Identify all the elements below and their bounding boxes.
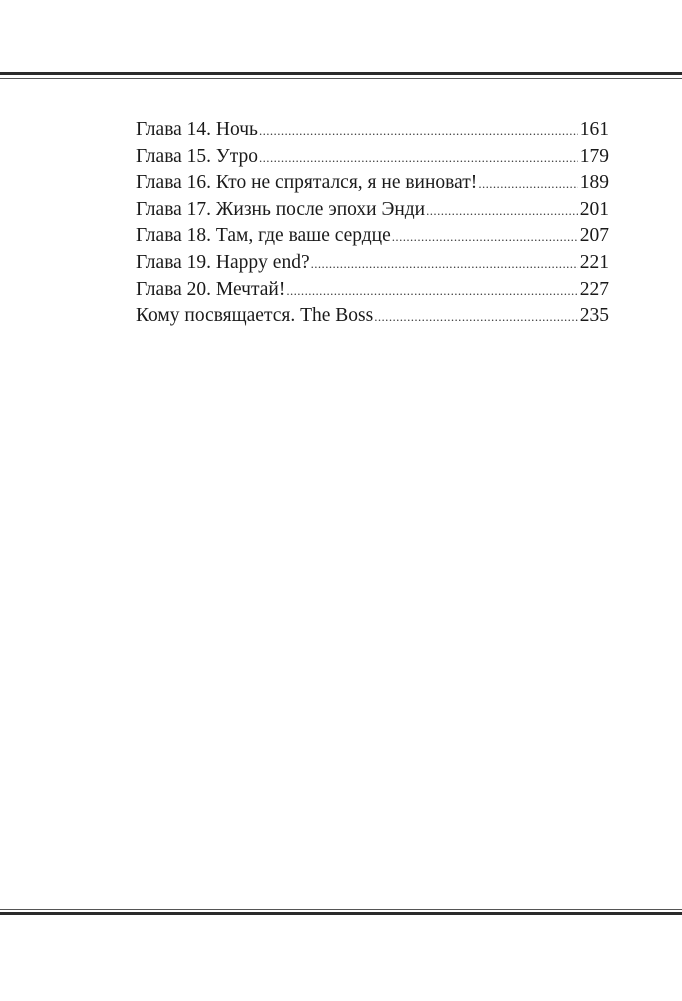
toc-dot-leader — [374, 304, 578, 331]
toc-dot-leader — [426, 198, 578, 225]
toc-entry-title: Глава 20. Мечтай! — [136, 278, 286, 300]
toc-entry-title: Глава 19. Happy end? — [136, 251, 310, 273]
toc-entry-page: 235 — [579, 305, 609, 327]
toc-entry[interactable] — [136, 223, 609, 250]
toc-entry-page: 179 — [579, 145, 609, 167]
bottom-rule-thick — [0, 912, 682, 915]
toc-entry-page: 189 — [579, 172, 609, 194]
toc-entry-title: Кому посвящается. The Boss — [136, 305, 374, 327]
toc-dot-leader — [259, 145, 578, 172]
toc-entry[interactable] — [136, 144, 609, 171]
toc-entry[interactable] — [136, 277, 609, 304]
toc-entry-page: 201 — [579, 198, 609, 220]
toc-dot-leader — [478, 171, 577, 198]
toc-entry-title: Глава 16. Кто не спрятался, я не виноват! — [136, 172, 478, 194]
toc-entry[interactable] — [136, 197, 609, 224]
toc-entry-title: Глава 15. Утро — [136, 145, 258, 167]
toc-entry-page: 161 — [579, 119, 609, 140]
toc-entry-page: 227 — [579, 278, 609, 300]
toc-entry[interactable] — [136, 117, 609, 144]
top-rule-thick — [0, 72, 682, 75]
toc-entry-title: Глава 17. Жизнь после эпохи Энди — [136, 198, 426, 220]
toc-entry-page: 221 — [579, 251, 609, 273]
toc-dot-leader — [392, 224, 578, 251]
toc-dot-leader — [259, 118, 578, 145]
toc-entry-page: 207 — [579, 225, 609, 247]
bottom-rule-thin — [0, 909, 682, 910]
toc-entry[interactable] — [136, 250, 609, 277]
toc-dot-leader — [286, 278, 577, 305]
toc-entry-title: Глава 14. Ночь — [136, 119, 258, 140]
toc-dot-leader — [311, 251, 578, 278]
top-rule-thin — [0, 78, 682, 79]
toc-entry[interactable] — [136, 170, 609, 197]
toc-entry-title: Глава 18. Там, где ваше сердце — [136, 225, 391, 247]
toc-entry[interactable] — [136, 303, 609, 330]
table-of-contents — [136, 117, 609, 330]
